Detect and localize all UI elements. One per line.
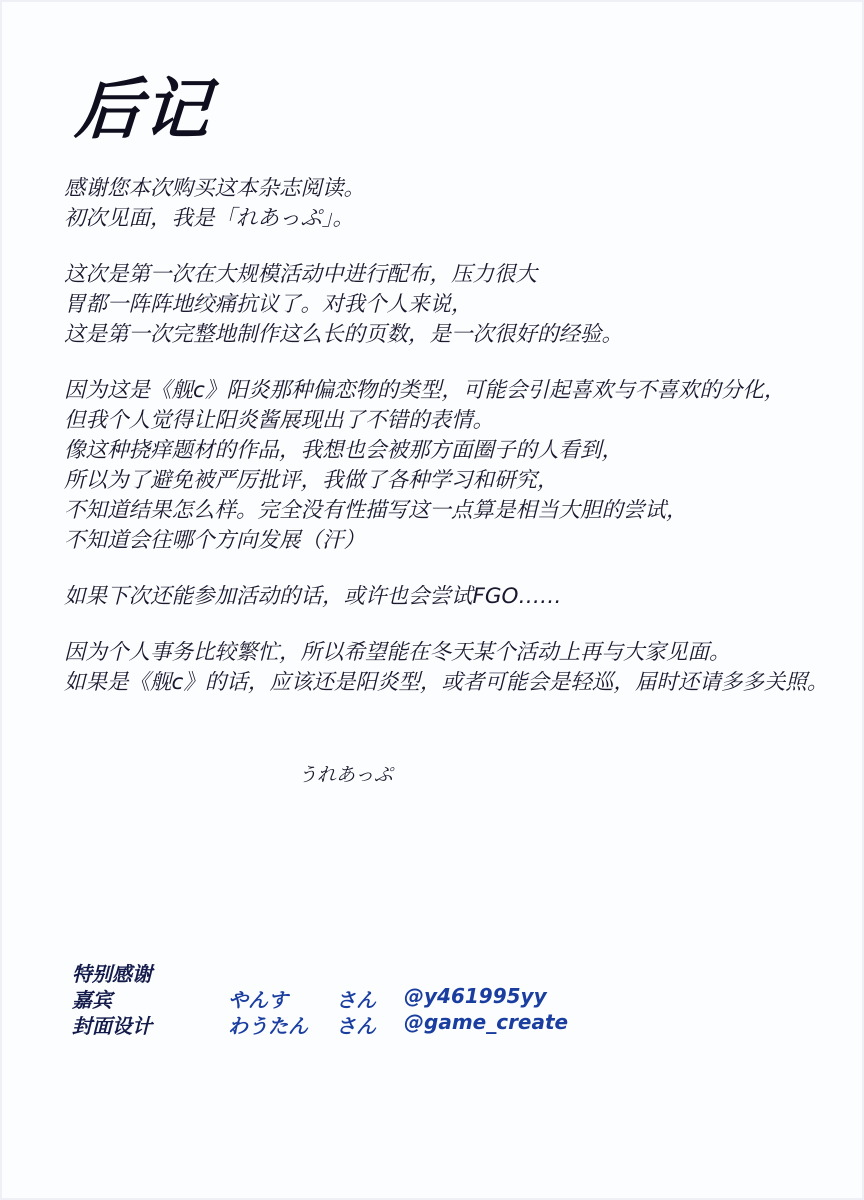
credit-handle: @y461995yy — [404, 984, 547, 1008]
text-line: 所以为了避免被严厉批评，我做了各种学习和研究， — [64, 468, 559, 493]
credit-label: 嘉宾 — [72, 988, 112, 1012]
text-line: 因为个人事务比较繁忙，所以希望能在冬天某个活动上再与大家见面。 — [64, 640, 731, 665]
text-line: 不知道结果怎么样。完全没有性描写这一点算是相当大胆的尝试， — [64, 498, 688, 523]
credit-name: やんす — [228, 988, 288, 1012]
credit-label: 封面设计 — [72, 1014, 152, 1038]
paragraph-closing — [64, 638, 829, 698]
paragraph-content — [64, 376, 824, 556]
credit-row-guest — [72, 984, 547, 1012]
text-line: 初次见面，我是「れあっぷ」。 — [64, 206, 355, 231]
text-line: 感谢您本次购买这本杂志阅读。 — [64, 176, 366, 201]
text-line: 不知道会往哪个方向发展（汗） — [64, 528, 366, 553]
author-signature: うれあっぷ — [298, 764, 393, 786]
credit-row-cover — [72, 1010, 569, 1038]
credits-heading-row — [72, 958, 152, 984]
credits-heading: 特别感谢 — [72, 962, 152, 986]
credit-honorific: さん — [336, 988, 376, 1012]
credit-name: わうたん — [228, 1014, 308, 1038]
text-line: 如果下次还能参加活动的话，或许也会尝试FGO…… — [64, 584, 562, 609]
special-thanks — [72, 958, 569, 1038]
text-line: 这次是第一次在大规模活动中进行配布，压力很大 — [64, 262, 538, 287]
text-line: 但我个人觉得让阳炎酱展现出了不错的表情。 — [64, 408, 495, 433]
text-line: 如果是《舰c》的话，应该还是阳炎型，或者可能会是轻巡，届时还请多多关照。 — [64, 670, 829, 695]
text-line: 胃都一阵阵地绞痛抗议了。对我个人来说， — [64, 292, 473, 317]
page-title: 后记 — [72, 71, 215, 148]
paragraph-event — [64, 260, 824, 350]
credit-handle: @game_create — [404, 1010, 569, 1034]
paragraph-next — [64, 582, 824, 612]
paragraph-greeting — [64, 174, 824, 234]
text-line: 像这种挠痒题材的作品，我想也会被那方面圈子的人看到， — [64, 438, 624, 463]
text-line: 因为这是《舰c》阳炎那种偏恋物的类型，可能会引起喜欢与不喜欢的分化， — [64, 378, 786, 403]
afterword-body — [64, 174, 829, 724]
credit-honorific: さん — [336, 1014, 376, 1038]
text-line: 这是第一次完整地制作这么长的页数，是一次很好的经验。 — [64, 322, 624, 347]
